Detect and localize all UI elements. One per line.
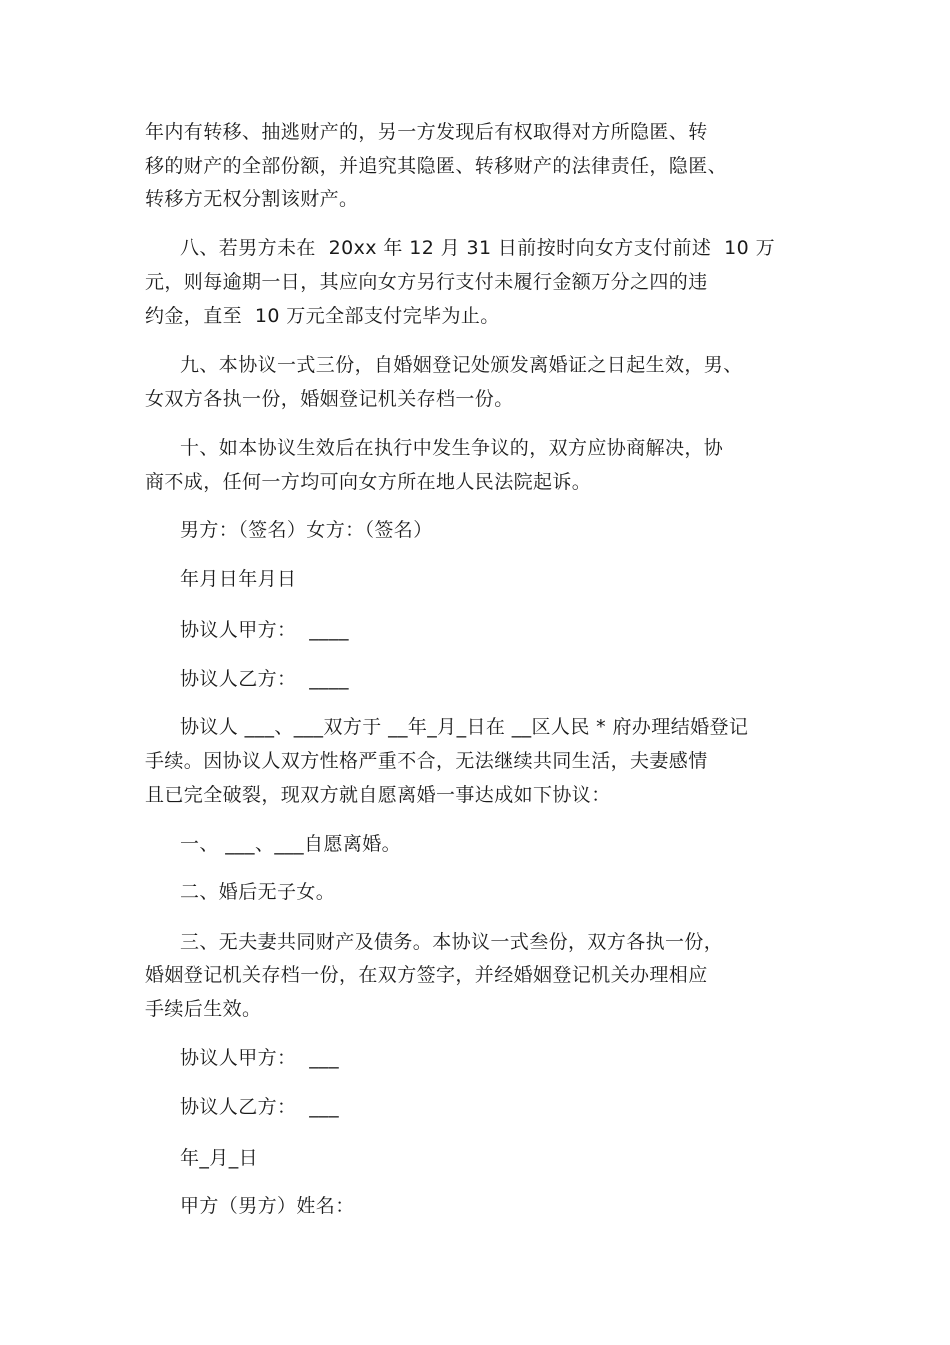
text-line: 转移方无权分割该财产。 (145, 188, 359, 210)
text-line: 且已完全破裂，现双方就自愿离婚一事达成如下协议： (145, 784, 611, 806)
text-line: 手续后生效。 (145, 998, 262, 1020)
text-line: 年内有转移、抽逃财产的，另一方发现后有权取得对方所隐匿、转 (145, 121, 708, 143)
date-line: 年_月_日 (180, 1147, 259, 1169)
text-line: 商不成，任何一方均可向女方所在地人民法院起诉。 (145, 471, 592, 493)
clause-8-line: 八、若男方未在 20xx 年 12 月 31 日前按时向女方支付前述 10 万 (180, 237, 775, 259)
date-line: 年月日年月日 (180, 568, 297, 590)
clause-1-line: 一、 ___、___自愿离婚。 (180, 833, 402, 855)
party-a-name-line: 甲方（男方）姓名： (180, 1195, 355, 1217)
text-line: 手续。因协议人双方性格严重不合，无法继续共同生活，夫妻感情 (145, 750, 708, 772)
clause-10-line: 十、如本协议生效后在执行中发生争议的，双方应协商解决，协 (180, 437, 724, 459)
clause-9-line: 九、本协议一式三份，自婚姻登记处颁发离婚证之日起生效，男、 (180, 354, 743, 376)
signature-line: 男方：（签名）女方：（签名） (180, 519, 433, 541)
clause-2-line: 二、婚后无子女。 (180, 881, 336, 903)
text-line: 婚姻登记机关存档一份，在双方签字，并经婚姻登记机关办理相应 (145, 964, 708, 986)
clause-3-line: 三、无夫妻共同财产及债务。本协议一式叁份，双方各执一份， (180, 931, 724, 953)
text-line: 女双方各执一份，婚姻登记机关存档一份。 (145, 388, 514, 410)
party-b-line: 协议人乙方： ____ (180, 668, 349, 690)
party-b-line: 协议人乙方： ___ (180, 1096, 339, 1118)
preamble-line: 协议人 ___、___双方于 __年_月_日在 __区人民 * 府办理结婚登记 (180, 716, 749, 738)
party-a-line: 协议人甲方： ____ (180, 619, 349, 641)
party-a-line: 协议人甲方： ___ (180, 1047, 339, 1069)
text-line: 约金，直至 10 万元全部支付完毕为止。 (145, 305, 500, 327)
text-line: 移的财产的全部份额，并追究其隐匿、转移财产的法律责任，隐匿、 (145, 155, 728, 177)
text-line: 元，则每逾期一日，其应向女方另行支付未履行金额万分之四的违 (145, 271, 708, 293)
